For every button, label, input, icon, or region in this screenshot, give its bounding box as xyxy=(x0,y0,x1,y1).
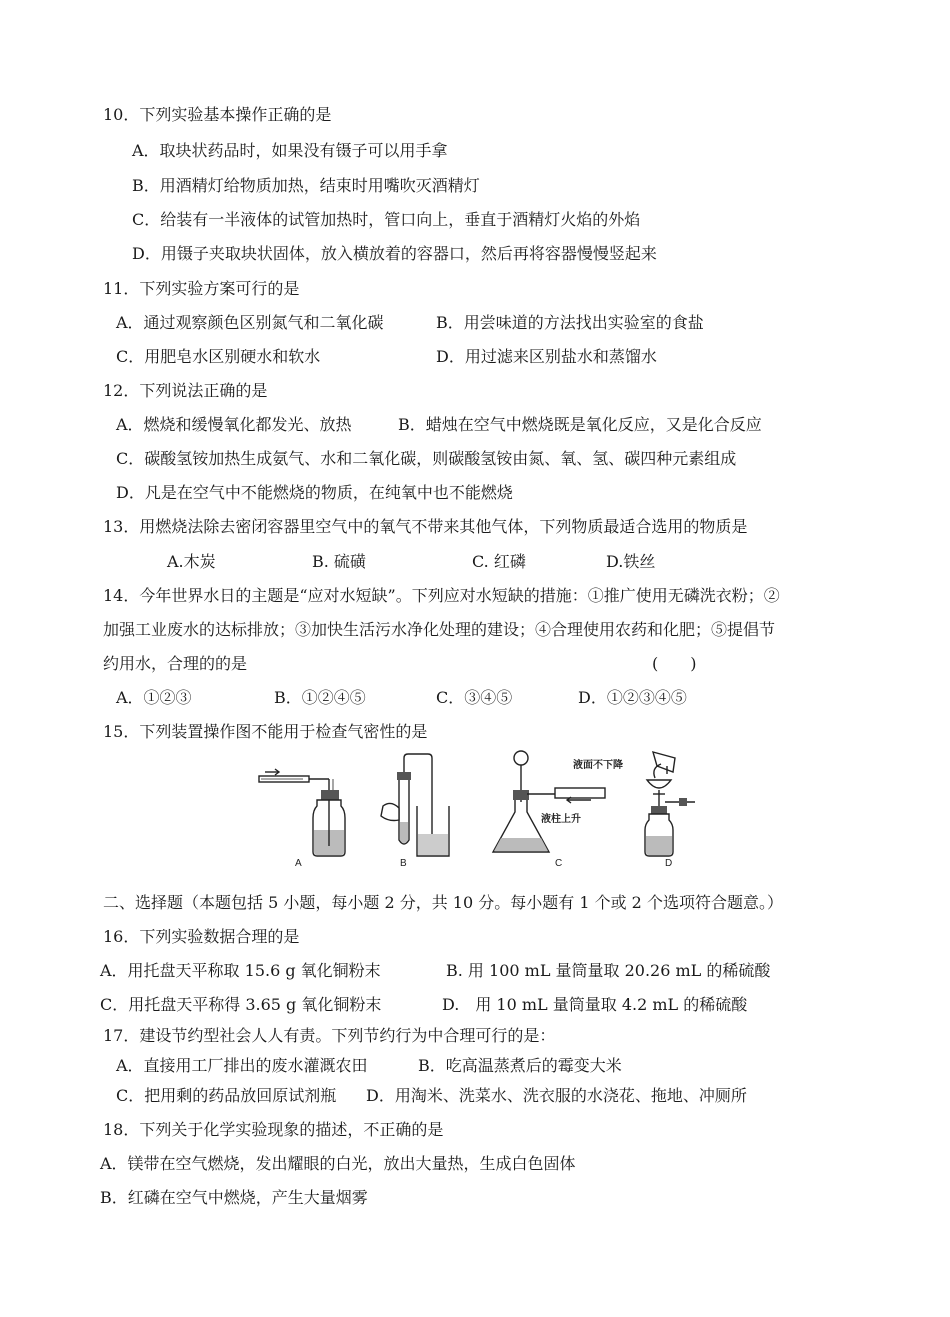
q11-option-b: B．用尝味道的方法找出实验室的食盐 xyxy=(436,313,704,332)
q12-option-c: C．碳酸氢铵加热生成氨气、水和二氧化碳，则碳酸氢铵由氮、氧、氢、碳四种元素组成 xyxy=(116,449,737,468)
q16-option-d: D. 用 10 mL 量筒量取 4.2 mL 的稀硫酸 xyxy=(442,995,748,1014)
q12-stem: 12．下列说法正确的是 xyxy=(103,381,268,400)
q16-option-a: A．用托盘天平称取 15.6 g 氧化铜粉末 xyxy=(100,961,381,980)
q16-stem: 16．下列实验数据合理的是 xyxy=(103,927,300,946)
apparatus-a xyxy=(259,769,345,869)
q13-option-b: B. 硫磺 xyxy=(312,552,366,571)
apparatus-c-note: 液柱上升 xyxy=(541,814,581,825)
q11-stem: 11．下列实验方案可行的是 xyxy=(103,279,300,298)
q12-option-d: D．凡是在空气中不能燃烧的物质，在纯氧中也不能燃烧 xyxy=(116,483,513,502)
apparatus-d-note: 液面不下降 xyxy=(573,760,623,771)
q13-option-a: A.木炭 xyxy=(167,552,216,571)
q14-option-a: A．①②③ xyxy=(116,688,192,707)
q17-stem: 17．建设节约型社会人人有责。下列节约行为中合理可行的是： xyxy=(103,1026,556,1045)
q10-option-d: D．用镊子夹取块状固体，放入横放着的容器口，然后再将容器慢慢竖起来 xyxy=(132,244,657,263)
section-2-header: 二、选择题（本题包括 5 小题，每小题 2 分，共 10 分。每小题有 1 个或 2 个选项符合题意。） xyxy=(103,893,783,912)
q16-option-b: B. 用 100 mL 量筒量取 20.26 mL 的稀硫酸 xyxy=(446,961,771,980)
q18-stem: 18．下列关于化学实验现象的描述，不正确的是 xyxy=(103,1120,444,1139)
airtightness-apparatus-figure xyxy=(255,748,715,870)
q18-option-a: A．镁带在空气燃烧，发出耀眼的白光，放出大量热，生成白色固体 xyxy=(100,1154,576,1173)
apparatus-d-label: D xyxy=(665,858,673,869)
q17-option-c: C．把用剩的药品放回原试剂瓶 xyxy=(116,1086,337,1105)
q17-option-b: B．吃高温蒸煮后的霉变大米 xyxy=(418,1056,622,1075)
q14-option-c: C．③④⑤ xyxy=(436,688,513,707)
apparatus-d xyxy=(573,752,695,869)
q14-line-1: 14．今年世界水日的主题是“应对水短缺”。下列应对水短缺的措施：①推广使用无磷洗衣粉；② xyxy=(103,586,780,605)
q14-option-d: D．①②③④⑤ xyxy=(578,688,687,707)
q11-option-a: A．通过观察颜色区别氮气和二氧化碳 xyxy=(116,313,384,332)
q12-option-b: B．蜡烛在空气中燃烧既是氧化反应，又是化合反应 xyxy=(398,415,762,434)
apparatus-c-label: C xyxy=(555,858,563,869)
q14-option-b: B．①②④⑤ xyxy=(274,688,366,707)
q11-option-c: C．用肥皂水区别硬水和软水 xyxy=(116,347,321,366)
q17-option-a: A．直接用工厂排出的废水灌溉农田 xyxy=(116,1056,368,1075)
q12-option-a: A．燃烧和缓慢氧化都发光、放热 xyxy=(116,415,352,434)
q14-answer-blank: ( ) xyxy=(652,654,697,673)
q16-option-c: C．用托盘天平称得 3.65 g 氧化铜粉末 xyxy=(100,995,382,1014)
q10-option-a: A．取块状药品时，如果没有镊子可以用手拿 xyxy=(132,141,448,160)
q18-option-b: B．红磷在空气中燃烧，产生大量烟雾 xyxy=(100,1188,368,1207)
q13-option-c: C. 红磷 xyxy=(472,552,526,571)
q10-stem: 10．下列实验基本操作正确的是 xyxy=(103,105,332,124)
q10-option-c: C．给装有一半液体的试管加热时，管口向上，垂直于酒精灯火焰的外焰 xyxy=(132,210,641,229)
q13-stem: 13．用燃烧法除去密闭容器里空气中的氧气不带来其他气体，下列物质最适合选用的物质是 xyxy=(103,517,748,536)
q10-option-b: B．用酒精灯给物质加热，结束时用嘴吹灭酒精灯 xyxy=(132,176,480,195)
q14-line-2: 加强工业废水的达标排放；③加快生活污水净化处理的建设；④合理使用农药和化肥；⑤提倡节 xyxy=(103,620,776,639)
apparatus-b-label: B xyxy=(400,858,407,869)
q11-option-d: D．用过滤来区别盐水和蒸馏水 xyxy=(436,347,657,366)
apparatus-b xyxy=(381,754,449,869)
q17-option-d: D．用淘米、洗菜水、洗衣服的水浇花、拖地、冲厕所 xyxy=(366,1086,747,1105)
apparatus-a-label: A xyxy=(295,858,302,869)
q14-line-3: 约用水，合理的的是 xyxy=(103,654,248,673)
q15-stem: 15．下列装置操作图不能用于检查气密性的是 xyxy=(103,722,428,741)
q13-option-d: D.铁丝 xyxy=(606,552,656,571)
